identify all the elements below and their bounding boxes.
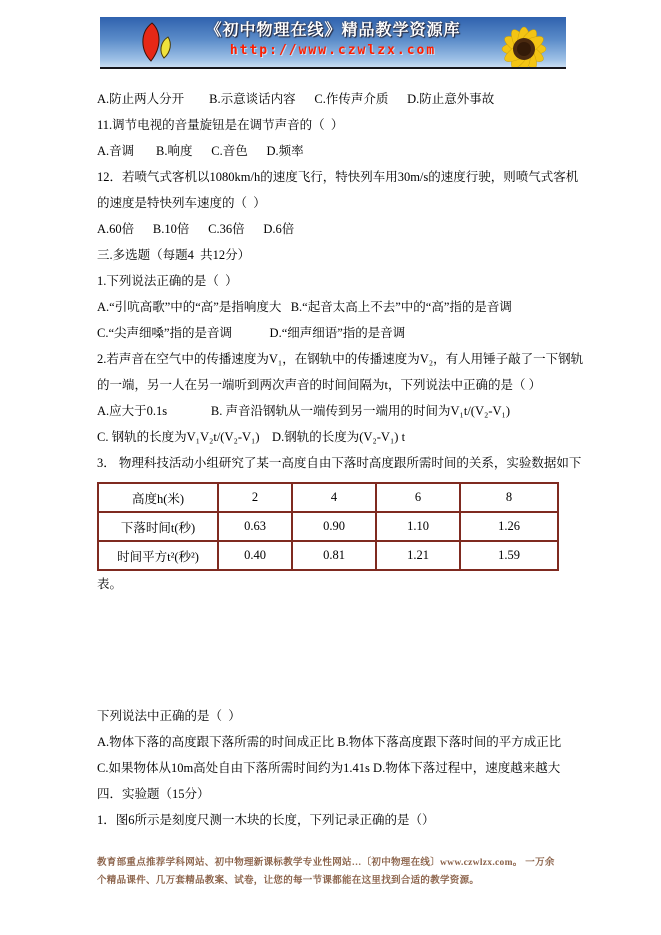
experiment-data-table [97,482,559,571]
site-banner [100,17,566,69]
section-3-heading: 三.多选题（每题4 共12分） [97,248,251,262]
banner-text [188,20,478,60]
table-cell: 0.40 [218,541,292,570]
table-cell: 1.21 [376,541,460,570]
text-line: 的一端，另一人在另一端听到两次声音的时间间隔为t，下列说法中正确的是（ ） [97,378,542,392]
site-logo-icon [130,21,182,65]
text-line: C. 钢轨的长度为V₁V₂t/(V₂-V₁) D.钢轨的长度为(V₂-V₁) t [97,430,406,444]
text-line: 的速度是特快列车速度的（ ） [97,196,266,210]
question-12: 12．若喷气式客机以1080km/h的速度飞行，特快列车用30m/s的速度行驶，则喷气式客机 [97,170,579,184]
banner-title: 《初中物理在线》精品教学资源库 [205,22,461,39]
text-line: A.音调 B.响度 C.音色 D.频率 [97,144,304,158]
question-m1: 1.下列说法正确的是（ ） [97,274,238,288]
table-cell: 0.81 [292,541,376,570]
text-line: A.物体下落的高度跟下落所需的时间成正比 B.物体下落高度跟下落时间的平方成正比 [97,735,562,749]
banner-url-link[interactable]: http://www.czwlzx.com [229,43,437,58]
exam-body [97,86,584,833]
text-line: 下列说法中正确的是（ ） [97,709,241,723]
text-line: 表。 [97,577,123,591]
text-line: C.“尖声细嗓”指的是音调 D.“细声细语”指的是音调 [97,326,406,340]
table-cell: 4 [292,483,376,512]
text-line: A.60倍 B.10倍 C.36倍 D.6倍 [97,222,295,236]
table-cell: 0.63 [218,512,292,541]
figure-blank-area [97,597,577,703]
question-m2: 2.若声音在空气中的传播速度为V₁，在钢轨中的传播速度为V₂，有人用锤子敲了一下钢轨 [97,352,584,366]
table-cell: 1.59 [460,541,558,570]
table-cell: 8 [460,483,558,512]
table-cell: 1.26 [460,512,558,541]
sunflower-icon [482,21,560,67]
table-row [98,541,558,570]
section-4-heading: 四．实验题（15分） [97,787,210,801]
table-cell: 高度h(米) [98,483,218,512]
question-m3: 3． 物理科技活动小组研究了某一高度自由下落时高度跟所需时间的关系，实验数据如下 [97,456,582,470]
table-cell: 下落时间t(秒) [98,512,218,541]
footer-line: 教育部重点推荐学科网站、初中物理新课标教学专业性网站…〔初中物理在线〕www.czwlzx.com。 一万余 [97,858,555,868]
question-e1: 1．图6所示是刻度尺测一木块的长度，下列记录正确的是（） [97,813,435,827]
table-row [98,512,558,541]
question-11: 11.调节电视的音量旋钮是在调节声音的（ ） [97,118,344,132]
table-cell: 1.10 [376,512,460,541]
text-line: A.“引吭高歌”中的“高”是指响度大 B.“起音太高上不去”中的“高”指的是音调 [97,300,512,314]
table-cell: 6 [376,483,460,512]
footer-line: 个精品课件、几万套精品教案、试卷，让您的每一节课都能在这里找到合适的教学资源。 [97,876,480,886]
table-cell: 0.90 [292,512,376,541]
text-line: A.防止两人分开 B.示意谈话内容 C.作传声介质 D.防止意外事故 [97,92,495,106]
footer-note [97,854,569,890]
table-row [98,483,558,512]
text-line: C.如果物体从10m高处自由下落所需时间约为1.41s D.物体下落过程中，速度越来越大 [97,761,561,775]
table-cell: 2 [218,483,292,512]
text-line: A.应大于0.1s B. 声音沿钢轨从一端传到另一端用的时间为V₁t/(V₂-V₁) [97,404,511,418]
table-cell: 时间平方t²(秒²) [98,541,218,570]
